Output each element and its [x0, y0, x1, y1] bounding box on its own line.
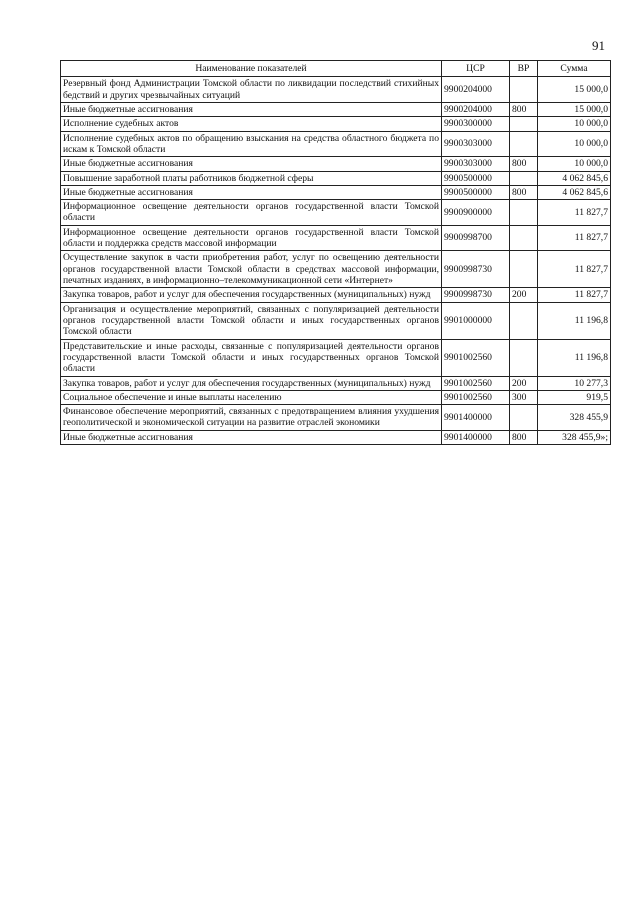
cell-sum: 10 000,0: [538, 117, 611, 131]
cell-csr: 9901000000: [442, 302, 510, 339]
cell-sum: 10 000,0: [538, 131, 611, 157]
cell-sum: 11 827,7: [538, 288, 611, 302]
table-row: [61, 430, 611, 444]
budget-table: [60, 60, 611, 445]
cell-sum: 328 455,9»;: [538, 430, 611, 444]
page-number: 91: [592, 38, 605, 53]
cell-vr: [510, 302, 538, 339]
table-row: [61, 339, 611, 376]
cell-sum: 328 455,9: [538, 405, 611, 431]
cell-name: Исполнение судебных актов по обращению взыскания на средства областного бюджета по искам к Томской области: [61, 131, 442, 157]
table-header-row: [61, 61, 611, 77]
cell-csr: 9900303000: [442, 131, 510, 157]
header-name: Наименование показателей: [61, 61, 442, 77]
cell-vr: [510, 225, 538, 251]
cell-csr: 9900204000: [442, 77, 510, 103]
cell-vr: 800: [510, 185, 538, 199]
cell-sum: 11 827,7: [538, 225, 611, 251]
cell-name: Информационное освещение деятельности органов государственной власти Томской области: [61, 200, 442, 226]
cell-vr: [510, 405, 538, 431]
cell-sum: 11 196,8: [538, 339, 611, 376]
cell-name: Повышение заработной платы работников бюджетной сферы: [61, 171, 442, 185]
cell-csr: 9901400000: [442, 405, 510, 431]
table-row: [61, 171, 611, 185]
cell-vr: [510, 339, 538, 376]
table-row: [61, 302, 611, 339]
cell-sum: 4 062 845,6: [538, 171, 611, 185]
cell-csr: 9900500000: [442, 185, 510, 199]
cell-name: Социальное обеспечение и иные выплаты населению: [61, 390, 442, 404]
cell-vr: 800: [510, 430, 538, 444]
cell-vr: [510, 77, 538, 103]
cell-vr: 300: [510, 390, 538, 404]
header-csr: ЦСР: [442, 61, 510, 77]
cell-vr: [510, 251, 538, 288]
table-row: [61, 251, 611, 288]
header-vr: ВР: [510, 61, 538, 77]
cell-sum: 4 062 845,6: [538, 185, 611, 199]
cell-csr: 9900998700: [442, 225, 510, 251]
table-row: [61, 77, 611, 103]
cell-name: Резервный фонд Администрации Томской области по ликвидации последствий стихийных бедствий и других чрезвычайных ситуаций: [61, 77, 442, 103]
cell-csr: 9900900000: [442, 200, 510, 226]
cell-sum: 919,5: [538, 390, 611, 404]
cell-sum: 15 000,0: [538, 77, 611, 103]
table-row: [61, 200, 611, 226]
header-sum: Сумма: [538, 61, 611, 77]
cell-name: Финансовое обеспечение мероприятий, связанных с предотвращением влияния ухудшения геополитической и экономической ситуации на развитие отраслей экономики: [61, 405, 442, 431]
cell-sum: 15 000,0: [538, 102, 611, 116]
cell-name: Исполнение судебных актов: [61, 117, 442, 131]
cell-sum: 10 000,0: [538, 157, 611, 171]
cell-csr: 9900998730: [442, 251, 510, 288]
cell-name: Закупка товаров, работ и услуг для обеспечения государственных (муниципальных) нужд: [61, 288, 442, 302]
cell-name: Представительские и иные расходы, связанные с популяризацией деятельности органов государственной власти Томской области и иных государственных органов Томской области: [61, 339, 442, 376]
table-row: [61, 390, 611, 404]
cell-vr: 200: [510, 288, 538, 302]
table-row: [61, 185, 611, 199]
table-row: [61, 405, 611, 431]
cell-sum: 11 827,7: [538, 200, 611, 226]
table-row: [61, 102, 611, 116]
cell-vr: [510, 117, 538, 131]
cell-vr: 800: [510, 157, 538, 171]
cell-csr: 9901002560: [442, 376, 510, 390]
table-row: [61, 117, 611, 131]
cell-csr: 9900500000: [442, 171, 510, 185]
cell-name: Иные бюджетные ассигнования: [61, 185, 442, 199]
cell-name: Организация и осуществление мероприятий, связанных с популяризацией деятельности органов государственной власти Томской области и иных государственных органов Томской области: [61, 302, 442, 339]
cell-sum: 10 277,3: [538, 376, 611, 390]
cell-vr: [510, 171, 538, 185]
table-row: [61, 225, 611, 251]
table-row: [61, 376, 611, 390]
cell-name: Иные бюджетные ассигнования: [61, 102, 442, 116]
cell-csr: 9901002560: [442, 339, 510, 376]
cell-csr: 9901400000: [442, 430, 510, 444]
cell-sum: 11 196,8: [538, 302, 611, 339]
table-row: [61, 157, 611, 171]
cell-sum: 11 827,7: [538, 251, 611, 288]
cell-name: Закупка товаров, работ и услуг для обеспечения государственных (муниципальных) нужд: [61, 376, 442, 390]
cell-csr: 9901002560: [442, 390, 510, 404]
cell-name: Информационное освещение деятельности органов государственной власти Томской области и поддержка средств массовой информации: [61, 225, 442, 251]
cell-vr: 200: [510, 376, 538, 390]
cell-vr: [510, 131, 538, 157]
cell-csr: 9900300000: [442, 117, 510, 131]
table-row: [61, 131, 611, 157]
cell-name: Осуществление закупок в части приобретения работ, услуг по освещению деятельности органов государственной власти Томской области в средствах массовой информации, печатных изданиях, в информационно–телекоммуникационной сети «Интернет»: [61, 251, 442, 288]
cell-csr: 9900998730: [442, 288, 510, 302]
cell-vr: [510, 200, 538, 226]
cell-csr: 9900204000: [442, 102, 510, 116]
cell-vr: 800: [510, 102, 538, 116]
table-row: [61, 288, 611, 302]
cell-name: Иные бюджетные ассигнования: [61, 157, 442, 171]
cell-name: Иные бюджетные ассигнования: [61, 430, 442, 444]
cell-csr: 9900303000: [442, 157, 510, 171]
